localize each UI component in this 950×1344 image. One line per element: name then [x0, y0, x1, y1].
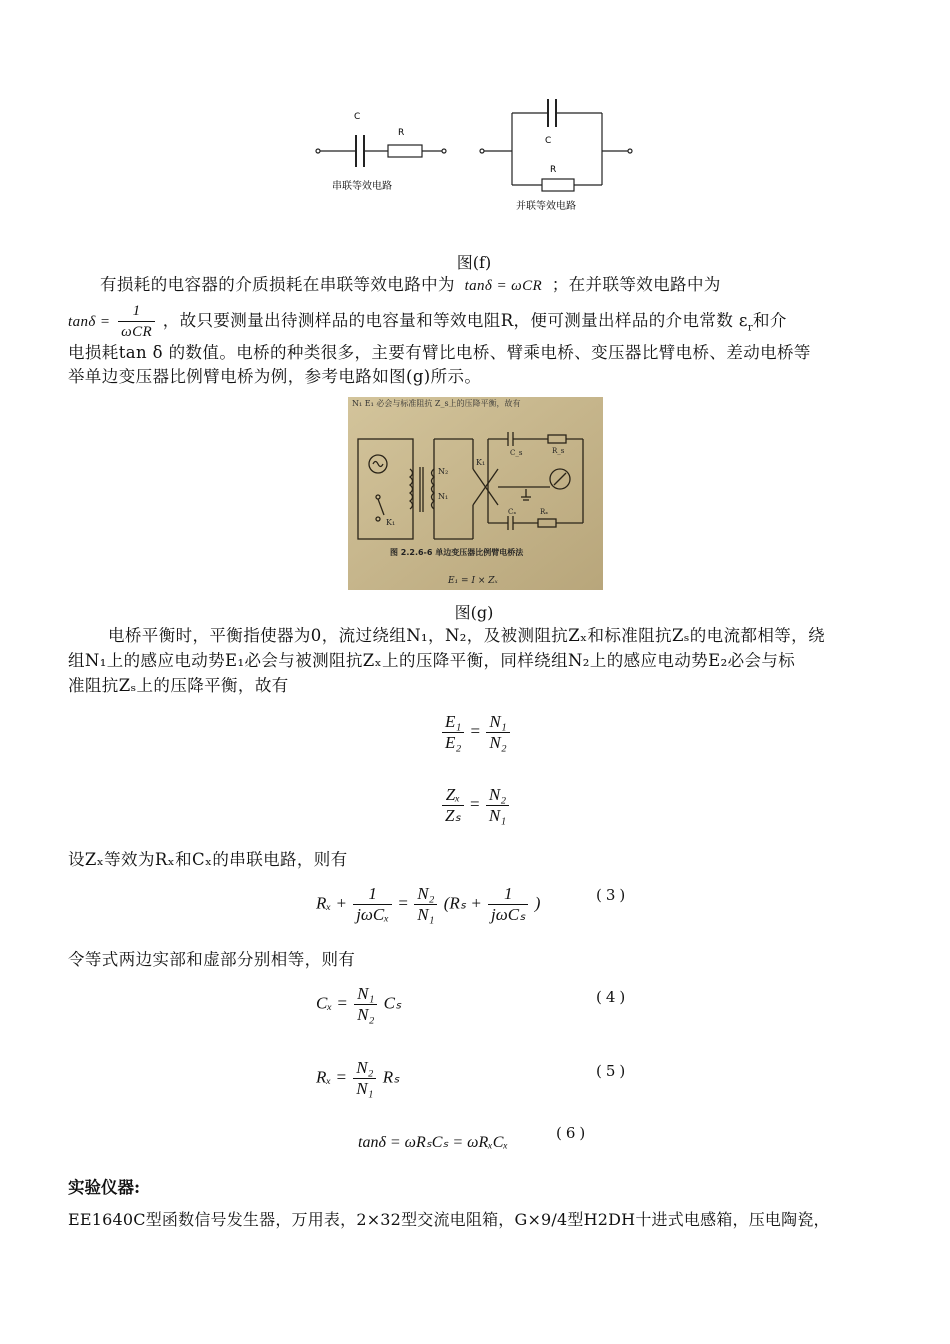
eq4-den: N₂	[357, 1005, 375, 1024]
para2-line2: 组N₁上的感应电动势E₁必会与被测阻抗Zₓ上的压降平衡，同样绕组N₂上的感应电动势E₂必会与标	[68, 651, 796, 670]
formula-parallel-fraction	[118, 301, 155, 342]
parallel-res-label: R	[550, 165, 557, 175]
eq3-f3-den: jωCₛ	[491, 905, 526, 924]
eq3-f3-num: 1	[488, 884, 528, 905]
eq5-rhs: Rₛ	[382, 1067, 400, 1087]
equation-e-ratio	[440, 712, 512, 753]
para1-line1-b: ；在并联等效电路中为	[551, 275, 721, 294]
para1-line4: 举单边变压器比例臂电桥为例，参考电路如图(g)所示。	[68, 367, 482, 386]
eq3-f2-den: N₁	[417, 905, 435, 924]
label-k: K₁	[476, 458, 486, 467]
parallel-circuit	[480, 99, 632, 191]
paragraph-bridge-balance	[68, 624, 883, 699]
eq3-f1-num: 1	[353, 884, 392, 905]
equation-4-number: (4)	[596, 988, 630, 1006]
label-cs: C_s	[510, 449, 523, 457]
para2-line1: 电桥平衡时，平衡指使器为0，流过绕组N₁，N₂，及被测阻抗Zₓ和标准阻抗Zₛ的电流都相等，绕	[108, 626, 825, 645]
instruments-heading: 实验仪器:	[68, 1178, 141, 1197]
label-k1: K₁	[386, 518, 396, 527]
label-cx: Cₓ	[508, 508, 517, 516]
paragraph-series-assume: 设Zₓ等效为Rₓ和Cₓ的串联电路，则有	[68, 850, 348, 869]
eq3-equals: =	[398, 893, 408, 913]
label-n1: N₁	[438, 492, 449, 501]
photo-bottom-equation: E₁ = I × Zₓ	[448, 576, 498, 586]
eq-e-num-left: E₁	[442, 712, 464, 733]
formula-series-tan: tanδ = ωCR	[464, 278, 543, 294]
label-rs: R_s	[552, 447, 565, 455]
paragraph-real-imag: 令等式两边实部和虚部分别相等，则有	[68, 950, 356, 969]
instruments-text: EE1640C型函数信号发生器，万用表，2×32型交流电阻箱，G×9/4型H2DH十进式电感箱，压电陶瓷，	[68, 1210, 830, 1229]
eq-z-num-right: N₂	[486, 785, 509, 806]
eq5-den: N₁	[356, 1079, 374, 1098]
eq-e-den-left: E₂	[445, 733, 462, 752]
figure-g-caption: 图(g)	[454, 603, 494, 622]
para1-line1-a: 有损耗的电容器的介质损耗在串联等效电路中为	[100, 275, 455, 294]
para2-line3: 准阻抗Zₛ上的压降平衡，故有	[68, 676, 289, 695]
formula-parallel-lhs: tanδ =	[68, 314, 111, 330]
eq5-num: N₂	[353, 1058, 376, 1079]
equation-6-number: (6)	[556, 1124, 590, 1142]
label-n2: N₂	[438, 467, 449, 476]
eq-z-den-right: N₁	[488, 806, 507, 825]
eq4-num: N₁	[354, 984, 377, 1005]
figure-f-caption: 图(f)	[456, 253, 492, 272]
eq-z-num-left: Zₓ	[442, 785, 464, 806]
para1-line2: ，故只要测量出待测样品的电容量和等效电阻R，便可测量出样品的介电常数 ε	[162, 311, 748, 330]
label-rx: Rₓ	[540, 508, 549, 516]
eq-z-equals: =	[470, 794, 480, 814]
eq3-lhs: Rₓ +	[316, 893, 347, 913]
eq-e-equals: =	[470, 721, 481, 741]
bridge-circuit-drawing	[348, 397, 603, 590]
series-res-label: R	[398, 128, 405, 138]
equation-5	[316, 1058, 399, 1099]
equation-3	[316, 884, 540, 925]
paragraph-dielectric-loss	[68, 273, 883, 389]
equation-z-ratio	[440, 785, 511, 826]
photo-top-text: N₁ E₁ 必会与标准阻抗 Z_s上的压降平衡，故有	[352, 399, 521, 408]
series-cap-label: C	[354, 112, 361, 122]
eq5-lhs: Rₓ =	[316, 1067, 347, 1087]
equation-3-number: (3)	[596, 886, 630, 904]
equation-6: tanδ = ωRₛCₛ = ωRₓCₓ	[358, 1134, 508, 1151]
eq-z-den-left: Zₛ	[445, 806, 461, 825]
eq3-paren-close: )	[534, 893, 541, 913]
para1-line3: 电损耗tan δ 的数值。电桥的种类很多，主要有臂比电桥、臂乘电桥、变压器比臂电桥、差动电桥等	[68, 343, 811, 362]
eq-e-den-right: N₂	[489, 733, 507, 752]
eq4-lhs: Cₓ =	[316, 993, 348, 1013]
eq3-f2-num: N₂	[414, 884, 437, 905]
figure-g-photo	[348, 397, 603, 590]
formula-parallel-den: ωCR	[121, 324, 153, 340]
photo-caption: 图 2.2.6-6 单边变压器比例臂电桥法	[390, 548, 524, 557]
equation-4	[316, 984, 401, 1025]
eq-e-num-right: N₁	[486, 712, 509, 733]
series-circuit	[316, 135, 446, 167]
equation-5-number: (5)	[596, 1062, 630, 1080]
eq3-paren-open: (Rₛ +	[443, 893, 482, 913]
parallel-circuit-title: 并联等效电路	[516, 201, 576, 212]
eq4-rhs: Cₛ	[383, 993, 402, 1013]
formula-parallel-num: 1	[118, 301, 155, 322]
figure-f-circuits	[310, 95, 640, 220]
parallel-cap-label: C	[545, 136, 552, 146]
series-circuit-title: 串联等效电路	[332, 181, 392, 192]
para1-line2-end: 和介	[753, 311, 787, 330]
para1-line2-sub: r	[747, 322, 754, 334]
eq3-f1-den: jωCₓ	[356, 905, 390, 924]
